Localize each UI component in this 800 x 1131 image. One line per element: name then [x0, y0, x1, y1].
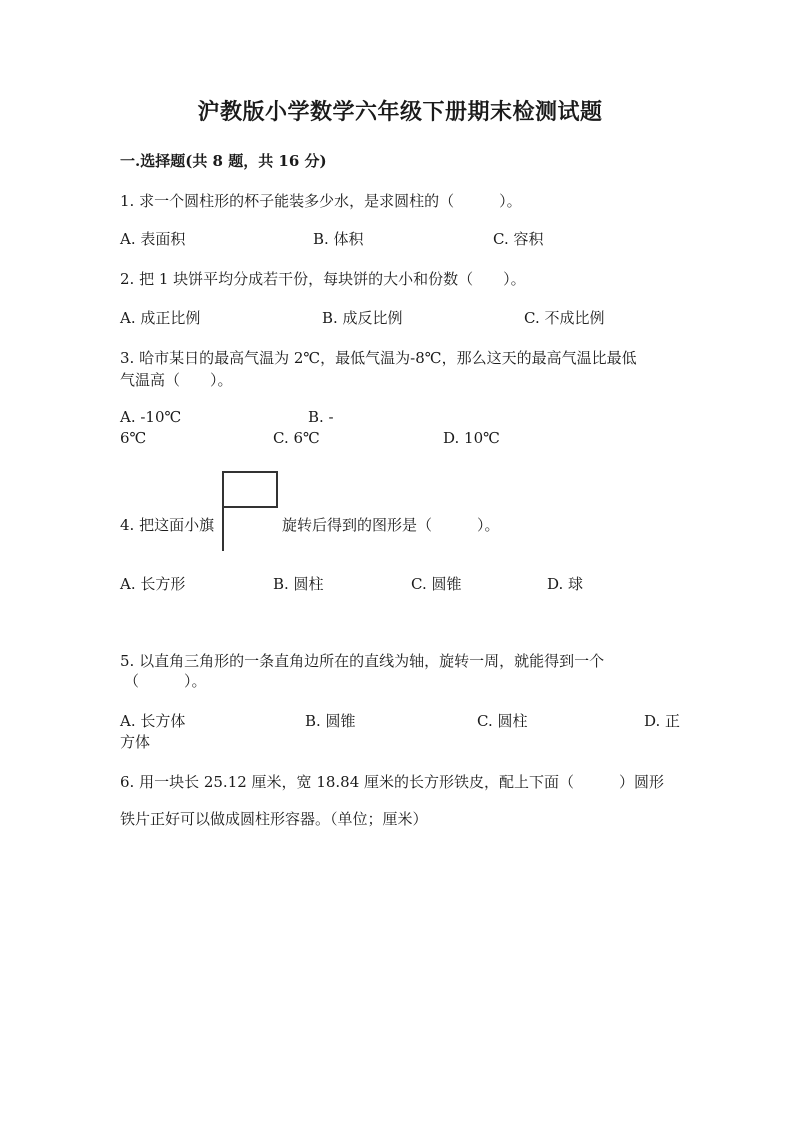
question-1-option-a: A. 表面积 — [120, 230, 186, 248]
question-2-stem: 2. 把 1 块饼平均分成若干份，每块饼的大小和份数（ ）。 — [120, 270, 526, 288]
question-3-stem-line-2: 气温高（ ）。 — [120, 371, 233, 389]
page-title: 沪教版小学数学六年级下册期末检测试题 — [197, 99, 603, 125]
question-5-option-d: D. 正 — [644, 712, 681, 730]
question-1-option-c: C. 容积 — [493, 230, 544, 248]
question-2-option-c: C. 不成比例 — [524, 309, 605, 327]
question-5-stem-line-2: （ ）。 — [124, 672, 207, 690]
question-1-option-b: B. 体积 — [313, 230, 364, 248]
question-4-stem-end: 旋转后得到的图形是（ ）。 — [282, 516, 500, 534]
question-2-option-b: B. 成反比例 — [322, 309, 403, 327]
question-4-option-c: C. 圆锥 — [411, 575, 462, 593]
question-4-option-b: B. 圆柱 — [273, 575, 324, 593]
question-4-stem-start: 4. 把这面小旗 — [120, 516, 215, 534]
question-4-option-d: D. 球 — [547, 575, 584, 593]
question-3-option-c: C. 6℃ — [273, 429, 320, 447]
question-2-option-a: A. 成正比例 — [120, 309, 201, 327]
question-4-option-a: A. 长方形 — [120, 575, 186, 593]
question-1-stem: 1. 求一个圆柱形的杯子能装多少水，是求圆柱的（ ）。 — [120, 192, 522, 210]
question-5-option-b: B. 圆锥 — [305, 712, 356, 730]
flag-cloth — [223, 472, 277, 507]
question-3-option-a: A. -10℃ — [120, 408, 182, 426]
flag-figure — [220, 470, 280, 552]
question-5-option-a: A. 长方体 — [120, 712, 186, 730]
question-6-stem-line-2: 铁片正好可以做成圆柱形容器。（单位；厘米） — [120, 810, 428, 828]
question-6-stem-line-1: 6. 用一块长 25.12 厘米，宽 18.84 厘米的长方形铁皮，配上下面（ ）圆形 — [120, 773, 665, 791]
question-5-option-d-continued: 方体 — [120, 733, 151, 751]
question-3-option-d: D. 10℃ — [443, 429, 500, 447]
question-5-stem-line-1: 5. 以直角三角形的一条直角边所在的直线为轴，旋转一周，就能得到一个 — [120, 652, 605, 670]
section-heading: 一.选择题(共 8 题，共 16 分) — [120, 152, 327, 170]
question-3-stem-line-1: 3. 哈市某日的最高气温为 2℃，最低气温为-8℃，那么这天的最高气温比最低 — [120, 349, 637, 367]
question-5-option-c: C. 圆柱 — [477, 712, 528, 730]
question-3-option-b-continued: 6℃ — [120, 429, 147, 447]
question-3-option-b: B. - — [308, 408, 334, 426]
